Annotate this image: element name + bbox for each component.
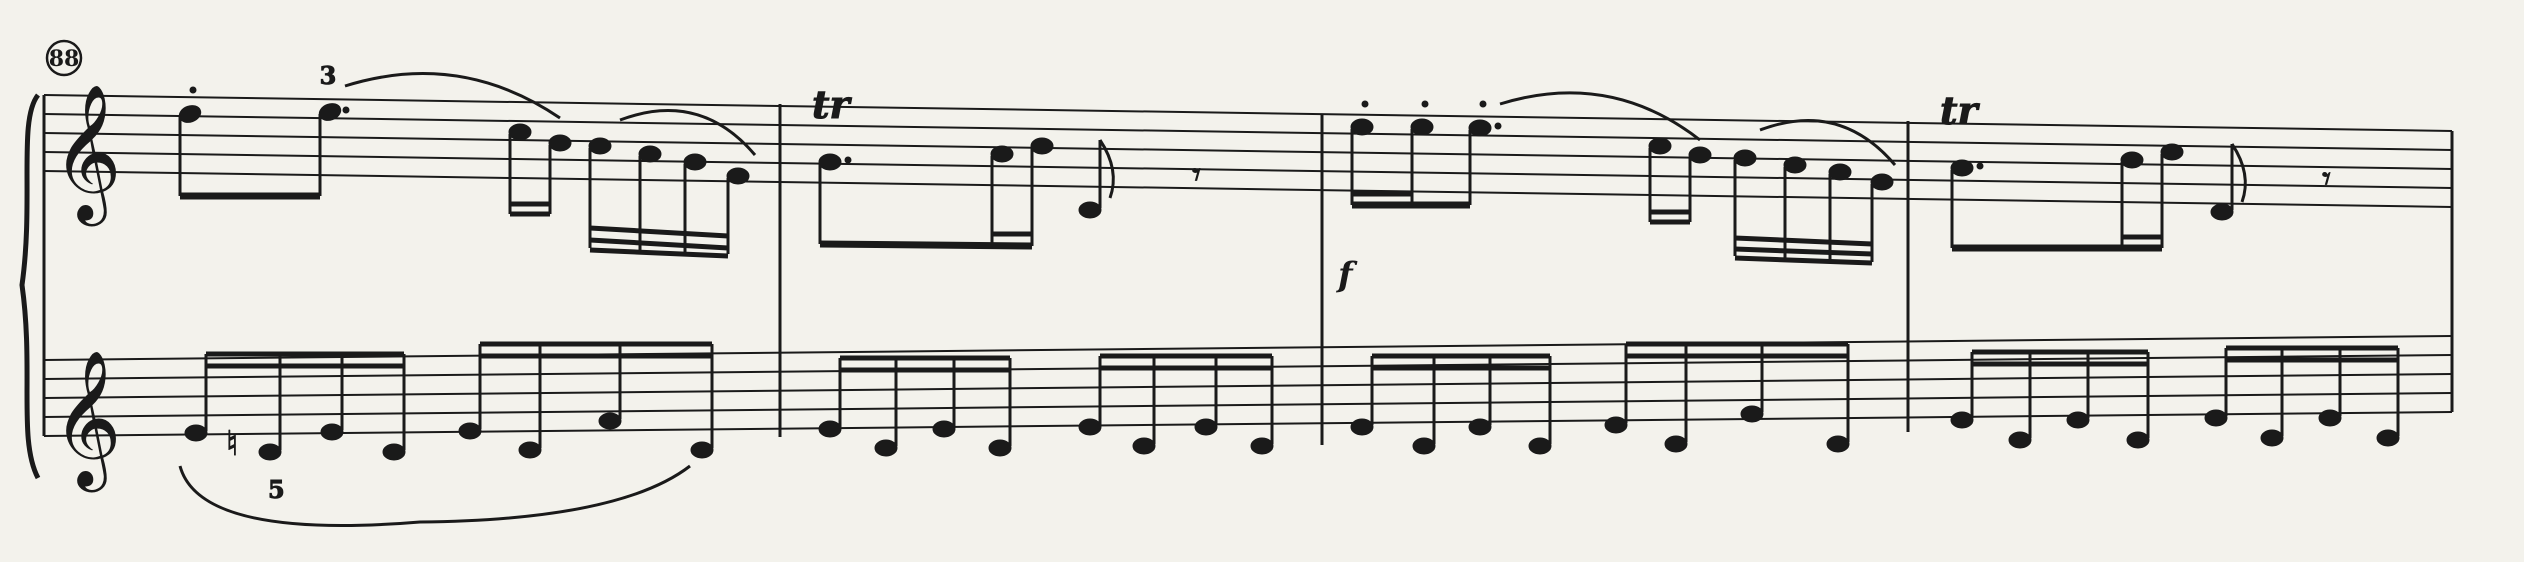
beam bbox=[820, 244, 1032, 246]
note bbox=[2377, 430, 2399, 446]
note bbox=[727, 168, 749, 184]
note bbox=[259, 444, 281, 460]
note bbox=[2261, 430, 2283, 446]
note bbox=[2205, 410, 2227, 426]
note bbox=[549, 135, 571, 151]
note bbox=[2009, 432, 2031, 448]
note bbox=[933, 421, 955, 437]
note bbox=[819, 154, 841, 170]
note bbox=[1689, 147, 1711, 163]
beam bbox=[1735, 238, 1872, 244]
note bbox=[1871, 174, 1893, 190]
note bbox=[1079, 419, 1101, 435]
staccato-dot bbox=[1422, 101, 1428, 107]
note bbox=[1411, 119, 1433, 135]
note bbox=[1827, 436, 1849, 452]
note bbox=[2161, 144, 2183, 160]
note bbox=[1784, 157, 1806, 173]
note bbox=[819, 421, 841, 437]
lower-treble-clef-icon: 𝄞 bbox=[52, 348, 122, 486]
note bbox=[589, 138, 611, 154]
note bbox=[321, 424, 343, 440]
note bbox=[1529, 438, 1551, 454]
beam bbox=[590, 250, 728, 256]
note bbox=[1665, 436, 1687, 452]
note bbox=[383, 444, 405, 460]
rest-icon: 𝄾 bbox=[2322, 159, 2332, 199]
slur bbox=[620, 111, 755, 155]
note bbox=[1951, 412, 1973, 428]
beam bbox=[590, 240, 728, 248]
note bbox=[2067, 412, 2089, 428]
upper-treble-clef-icon: 𝄞 bbox=[52, 82, 122, 220]
note bbox=[991, 146, 1013, 162]
note bbox=[1413, 438, 1435, 454]
note bbox=[691, 442, 713, 458]
measure-number-marker bbox=[47, 41, 81, 75]
note bbox=[639, 146, 661, 162]
note bbox=[1829, 164, 1851, 180]
beam bbox=[1735, 258, 1872, 263]
note bbox=[989, 440, 1011, 456]
note bbox=[1351, 119, 1373, 135]
beam bbox=[1735, 249, 1872, 254]
note bbox=[185, 425, 207, 441]
dynamic-marking: f bbox=[1338, 255, 1353, 295]
augmentation-dot bbox=[1977, 163, 1983, 169]
note bbox=[2121, 152, 2143, 168]
note bbox=[1741, 406, 1763, 422]
measure-number: 88 bbox=[48, 46, 80, 72]
natural-icon: ♮ bbox=[226, 424, 239, 464]
augmentation-dot bbox=[845, 157, 851, 163]
note bbox=[1469, 419, 1491, 435]
note bbox=[875, 440, 897, 456]
note bbox=[1605, 417, 1627, 433]
trill-label-2: tr bbox=[1940, 88, 1978, 133]
note bbox=[1951, 160, 1973, 176]
system-brace bbox=[22, 95, 38, 478]
note bbox=[599, 413, 621, 429]
note bbox=[1351, 419, 1373, 435]
slur bbox=[345, 74, 560, 118]
rest-icon: 𝄾 bbox=[1192, 155, 1202, 195]
note bbox=[1133, 438, 1155, 454]
note bbox=[519, 442, 541, 458]
upper-staff bbox=[44, 95, 2452, 207]
staccato-dot bbox=[1480, 101, 1486, 107]
note bbox=[2319, 410, 2341, 426]
staccato-dot bbox=[190, 87, 196, 93]
note bbox=[1649, 138, 1671, 154]
slur bbox=[180, 466, 690, 526]
note bbox=[684, 154, 706, 170]
note bbox=[459, 423, 481, 439]
tuplet-label: 3 bbox=[319, 61, 337, 90]
beam bbox=[590, 228, 728, 236]
augmentation-dot bbox=[343, 107, 349, 113]
note bbox=[1734, 150, 1756, 166]
note bbox=[1469, 120, 1491, 136]
note bbox=[1195, 419, 1217, 435]
note bbox=[1079, 202, 1101, 218]
note bbox=[509, 124, 531, 140]
augmentation-dot bbox=[1495, 123, 1501, 129]
note bbox=[2127, 432, 2149, 448]
lower-notes bbox=[180, 344, 2399, 526]
note bbox=[1031, 138, 1053, 154]
trill-label-1: tr bbox=[812, 82, 850, 127]
note bbox=[2211, 204, 2233, 220]
fingering-label: 5 bbox=[268, 475, 285, 504]
staccato-dot bbox=[1362, 101, 1368, 107]
note bbox=[1251, 438, 1273, 454]
